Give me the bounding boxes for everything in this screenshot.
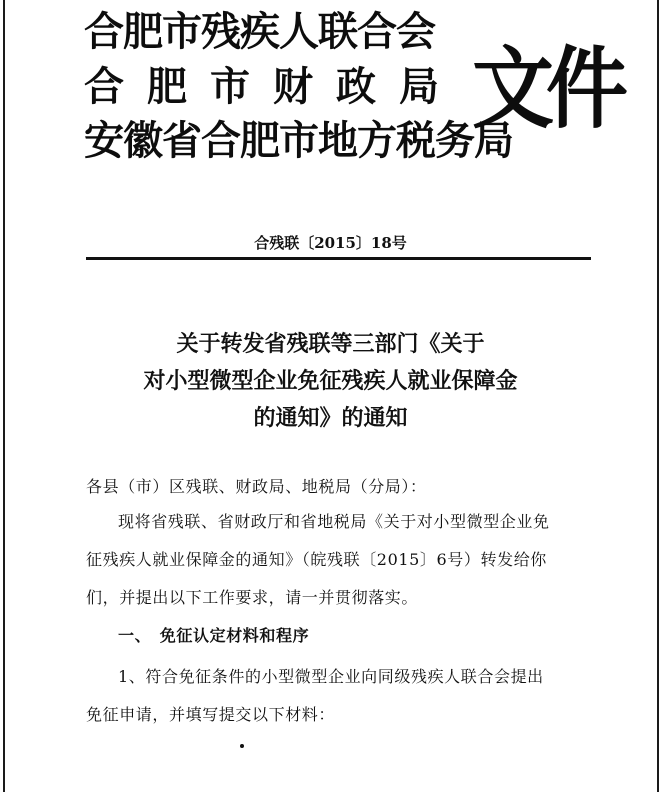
scan-speck xyxy=(240,744,244,748)
paragraph-2-line-2: 免征申请，并填写提交以下材料： xyxy=(86,705,336,724)
paragraph-1-line-3: 们，并提出以下工作要求，请一并贯彻落实。 xyxy=(86,588,419,607)
scan-border-left xyxy=(3,0,5,792)
paragraph-2-line-1: 1、符合免征条件的小型微型企业向同级残疾人联合会提出 xyxy=(118,667,544,686)
paragraph-1-line-2: 征残疾人就业保障金的通知》（皖残联〔2015〕6号）转发给你 xyxy=(86,550,547,569)
section-1-heading: 一、 免征认定材料和程序 xyxy=(118,626,310,645)
title-line-2: 对小型微型企业免征残疾人就业保障金 xyxy=(143,368,518,394)
header-divider xyxy=(86,257,591,260)
issuer-line-3: 安徽省合肥市地方税务局 xyxy=(84,118,513,164)
addressee: 各县（市）区残联、财政局、地税局（分局）： xyxy=(86,477,427,496)
issuer-line-1: 合肥市残疾人联合会 xyxy=(84,9,435,55)
paragraph-1-line-1: 现将省残联、省财政厅和省地税局《关于对小型微型企业免 xyxy=(118,512,550,531)
scan-border-right xyxy=(657,0,659,792)
document-number: 合残联〔2015〕18号 xyxy=(254,234,407,252)
issuer-line-2: 合肥市财政局 xyxy=(84,64,462,110)
title-line-3: 的通知》的通知 xyxy=(253,405,408,431)
title-line-1: 关于转发省残联等三部门《关于 xyxy=(176,331,485,357)
document-word: 文件 xyxy=(472,38,621,142)
